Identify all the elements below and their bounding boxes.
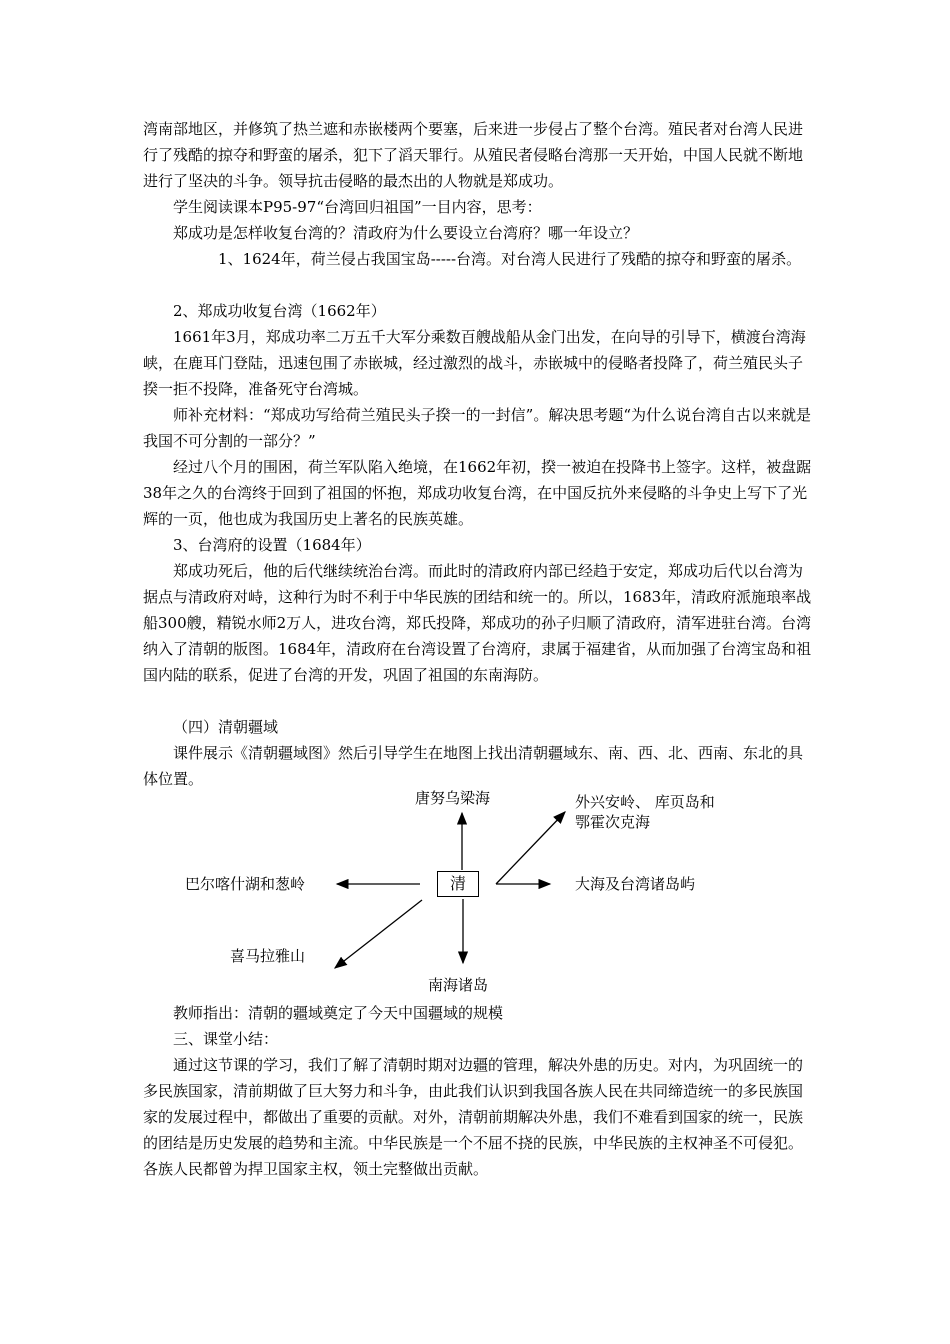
paragraph-siege: 经过八个月的围困，荷兰军队陷入绝境，在1662年初，揆一被迫在投降书上签字。这样，被盘踞38年之久的台湾终于回到了祖国的怀抱，郑成功收复台湾，在中国反抗外来侵略的斗争史上写下了光辉的一页，他也成为我国历史上著名的民族英雄。 [143, 458, 812, 528]
qing-center-box: 清 [437, 871, 479, 897]
paragraph-teacher-point: 教师指出：清朝的疆域奠定了今天中国疆域的规模 [173, 1004, 504, 1022]
label-east: 大海及台湾诸岛屿 [575, 875, 696, 893]
paragraph-1661: 1661年3月，郑成功率二万五千大军分乘数百艘战船从金门出发，在向导的引导下，横渡台湾海峡，在鹿耳门登陆，迅速包围了赤嵌城，经过激烈的战斗，赤嵌城中的侵略者投降了，荷兰殖民头子揆一拒不投降，准备死守台湾城。 [143, 328, 806, 398]
heading-taiwan-prefecture: 3、台湾府的设置（1684年） [173, 536, 371, 554]
paragraph-colonial-intro: 湾南部地区，并修筑了热兰遮和赤嵌楼两个要塞，后来进一步侵占了整个台湾。殖民者对台湾人民进行了残酷的掠夺和野蛮的屠杀，犯下了滔天罪行。从殖民者侵略台湾那一天开始，中国人民就不断地进行了坚决的斗争。领导抗击侵略的最杰出的人物就是郑成功。 [143, 120, 804, 190]
heading-summary: 三、课堂小结： [173, 1030, 279, 1048]
label-north: 唐努乌梁海 [415, 789, 491, 807]
label-northeast-line2: 鄂霍次克海 [575, 813, 651, 831]
arrow-northeast [496, 812, 565, 884]
paragraph-1624: 1、1624年，荷兰侵占我国宝岛-----台湾。对台湾人民进行了残酷的掠夺和野蛮的屠杀。 [218, 250, 802, 268]
arrow-southwest [335, 900, 422, 968]
label-west: 巴尔喀什湖和葱岭 [185, 875, 306, 893]
paragraph-supplementary-material: 师补充材料：“郑成功写给荷兰殖民头子揆一的一封信”。解决思考题“为什么说台湾自古以来就是我国不可分割的一部分？” [143, 406, 812, 450]
heading-recover-taiwan: 2、郑成功收复台湾（1662年） [173, 302, 386, 320]
paragraph-1683: 郑成功死后，他的后代继续统治台湾。而此时的清政府内部已经趋于安定，郑成功后代以台湾为据点与清政府对峙，这种行为时不利于中华民族的团结和统一的。所以，1683年，清政府派施琅率战船300艘，精锐水师2万人，进攻台湾，郑氏投降，郑成功的孙子归顺了清政府，清军进驻台湾。台湾纳入了清朝的版图。1684年，清政府在台湾设置了台湾府，隶属于福建省，从而加强了台湾宝岛和祖国内陆的联系，促进了台湾的开发，巩固了祖国的东南海防。 [143, 562, 812, 684]
qing-territory-diagram [0, 770, 950, 1010]
label-south: 南海诸岛 [428, 976, 489, 994]
paragraph-courseware: 课件展示《清朝疆域图》然后引导学生在地图上找出清朝疆域东、南、西、北、西南、东北的具体位置。 [143, 744, 804, 788]
paragraph-reading-task: 学生阅读课本P95-97“台湾回归祖国”一目内容，思考： [173, 198, 542, 216]
paragraph-questions: 郑成功是怎样收复台湾的？清政府为什么要设立台湾府？哪一年设立？ [173, 224, 639, 242]
paragraph-summary: 通过这节课的学习，我们了解了清朝时期对边疆的管理，解决外患的历史。对内，为巩固统一的多民族国家，清前期做了巨大努力和斗争，由此我们认识到我国各族人民在共同缔造统一的多民族国家的发展过程中，都做出了重要的贡献。对外，清朝前期解决外患，我们不难看到国家的统一，民族的团结是历史发展的趋势和主流。中华民族是一个不屈不挠的民族，中华民族的主权神圣不可侵犯。各族人民都曾为捍卫国家主权，领土完整做出贡献。 [143, 1056, 804, 1178]
heading-qing-territory: （四）清朝疆域 [173, 718, 279, 736]
label-northeast-line1: 外兴安岭、 库页岛和 [575, 793, 715, 811]
label-southwest: 喜马拉雅山 [230, 947, 306, 965]
